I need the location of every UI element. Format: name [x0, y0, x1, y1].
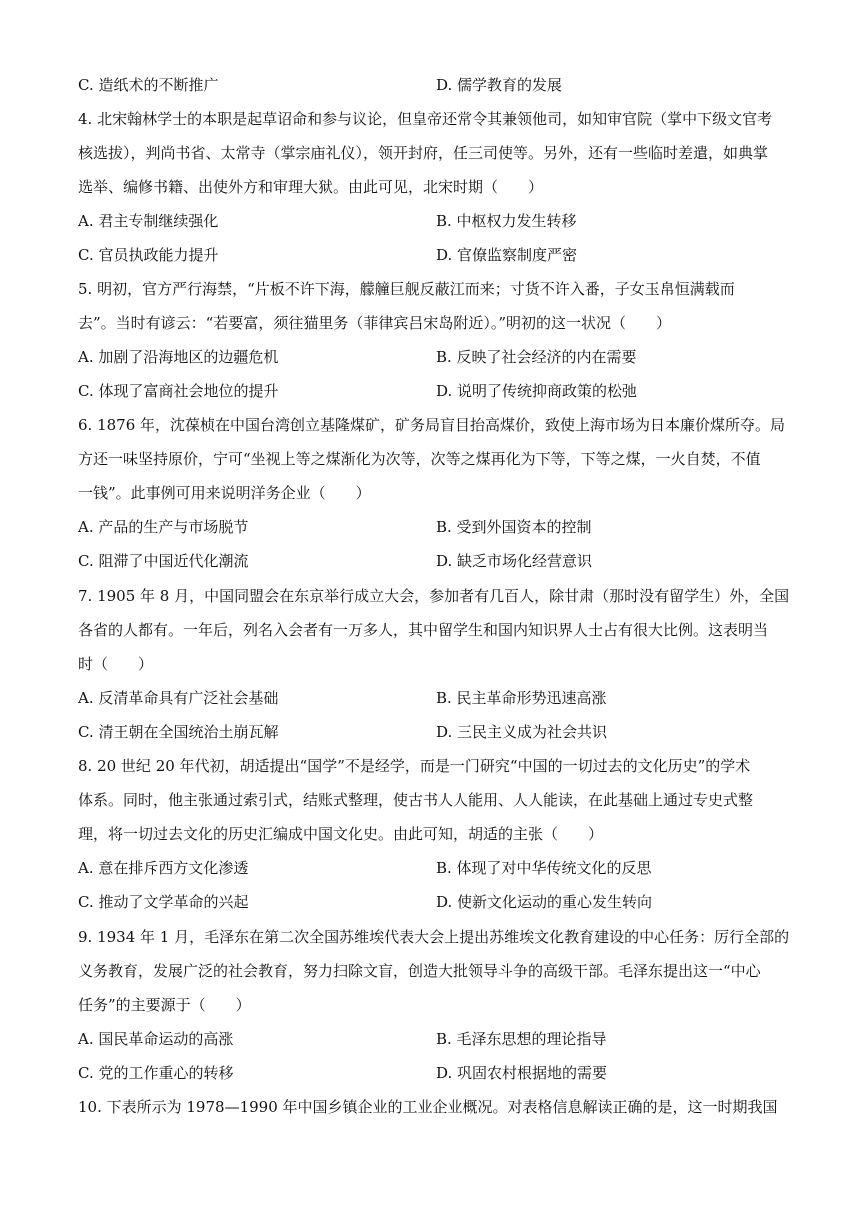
q8-option-d[interactable]: D. 使新文化运动的重心发生转向	[436, 893, 653, 911]
q8-option-b[interactable]: B. 体现了对中华传统文化的反思	[436, 859, 652, 877]
q9-option-a[interactable]: A. 国民革命运动的高涨	[78, 1030, 234, 1048]
q4-option-d[interactable]: D. 官僚监察制度严密	[436, 246, 578, 264]
q4-stem-line-2: 核选拔），判尚书省、太常寺（掌宗庙礼仪），领开封府，任三司使等。另外，还有一些临时差遣，如典掌	[78, 144, 769, 162]
q5-stem-line-1: 5. 明初，官方严行海禁，“片板不许下海，艨艟巨舰反蔽江而来；寸货不许入番，子女玉帛恒满载而	[78, 280, 735, 298]
q5-option-d[interactable]: D. 说明了传统抑商政策的松弛	[436, 382, 638, 400]
q10-stem-line-1: 10. 下表所示为 1978—1990 年中国乡镇企业的工业企业概况。对表格信息解读正确的是，这一时期我国	[78, 1098, 778, 1116]
q6-stem-line-2: 方还一味坚持原价，宁可“坐视上等之煤渐化为次等，次等之煤再化为下等，下等之煤，一火自焚，不值	[78, 450, 761, 468]
q3-option-c[interactable]: C. 造纸术的不断推广	[78, 76, 219, 94]
q7-stem-line-2: 各省的人都有。一年后，列名入会者有一万多人，其中留学生和国内知识界人士占有很大比例。这表明当	[78, 621, 769, 639]
q6-stem-line-3: 一钱”。此事例可用来说明洋务企业（ ）	[78, 484, 371, 502]
q9-option-c[interactable]: C. 党的工作重心的转移	[78, 1064, 234, 1082]
q5-option-b[interactable]: B. 反映了社会经济的内在需要	[436, 348, 637, 366]
q4-stem-line-3: 选举、编修书籍、出使外方和审理大狱。由此可见，北宋时期（ ）	[78, 178, 544, 196]
q8-option-a[interactable]: A. 意在排斥西方文化渗透	[78, 859, 249, 877]
q8-stem-line-1: 8. 20 世纪 20 年代初，胡适提出“国学”不是经学，而是一门研究“中国的一切过去的文化历史”的学术	[78, 757, 751, 775]
q7-stem-line-3: 时（ ）	[78, 655, 154, 673]
q7-option-b[interactable]: B. 民主革命形势迅速高涨	[436, 689, 607, 707]
q8-stem-line-2: 体系。同时，他主张通过索引式，结账式整理，使古书人人能用、人人能读，在此基础上通过专史式整	[78, 791, 754, 809]
q6-stem-line-1: 6. 1876 年，沈葆桢在中国台湾创立基隆煤矿，矿务局盲目抬高煤价，致使上海市场为日本廉价煤所夺。局	[78, 416, 786, 434]
q3-option-d[interactable]: D. 儒学教育的发展	[436, 76, 563, 94]
q5-stem-line-2: 去”。当时有谚云：“若要富，须往猫里务（菲律宾吕宋岛附近）。”明初的这一状况（ ）	[78, 314, 672, 332]
q5-option-a[interactable]: A. 加剧了沿海地区的边疆危机	[78, 348, 279, 366]
q9-option-d[interactable]: D. 巩固农村根据地的需要	[436, 1064, 608, 1082]
q7-option-d[interactable]: D. 三民主义成为社会共识	[436, 723, 608, 741]
q9-stem-line-2: 义务教育，发展广泛的社会教育，努力扫除文盲，创造大批领导斗争的高级干部。毛泽东提出这一“中心	[78, 962, 761, 980]
q4-option-c[interactable]: C. 官员执政能力提升	[78, 246, 219, 264]
q7-stem-line-1: 7. 1905 年 8 月，中国同盟会在东京举行成立大会，参加者有几百人，除甘肃（那时没有留学生）外，全国	[78, 587, 790, 605]
q6-option-c[interactable]: C. 阻滞了中国近代化潮流	[78, 552, 249, 570]
q4-option-b[interactable]: B. 中枢权力发生转移	[436, 212, 577, 230]
q9-option-b[interactable]: B. 毛泽东思想的理论指导	[436, 1030, 607, 1048]
q6-option-b[interactable]: B. 受到外国资本的控制	[436, 518, 592, 536]
q7-option-c[interactable]: C. 清王朝在全国统治土崩瓦解	[78, 723, 279, 741]
q7-option-a[interactable]: A. 反清革命具有广泛社会基础	[78, 689, 279, 707]
q4-stem-line-1: 4. 北宋翰林学士的本职是起草诏命和参与议论，但皇帝还常令其兼领他司，如知审官院（掌中下级文官考	[78, 110, 773, 128]
q5-option-c[interactable]: C. 体现了富商社会地位的提升	[78, 382, 279, 400]
q4-option-a[interactable]: A. 君主专制继续强化	[78, 212, 219, 230]
q9-stem-line-3: 任务”的主要源于（ ）	[78, 996, 251, 1014]
q6-option-a[interactable]: A. 产品的生产与市场脱节	[78, 518, 249, 536]
q8-option-c[interactable]: C. 推动了文学革命的兴起	[78, 893, 249, 911]
q9-stem-line-1: 9. 1934 年 1 月，毛泽东在第二次全国苏维埃代表大会上提出苏维埃文化教育建设的中心任务：厉行全部的	[78, 928, 790, 946]
q6-option-d[interactable]: D. 缺乏市场化经营意识	[436, 552, 593, 570]
q8-stem-line-3: 理，将一切过去文化的历史汇编成中国文化史。由此可知，胡适的主张（ ）	[78, 825, 604, 843]
